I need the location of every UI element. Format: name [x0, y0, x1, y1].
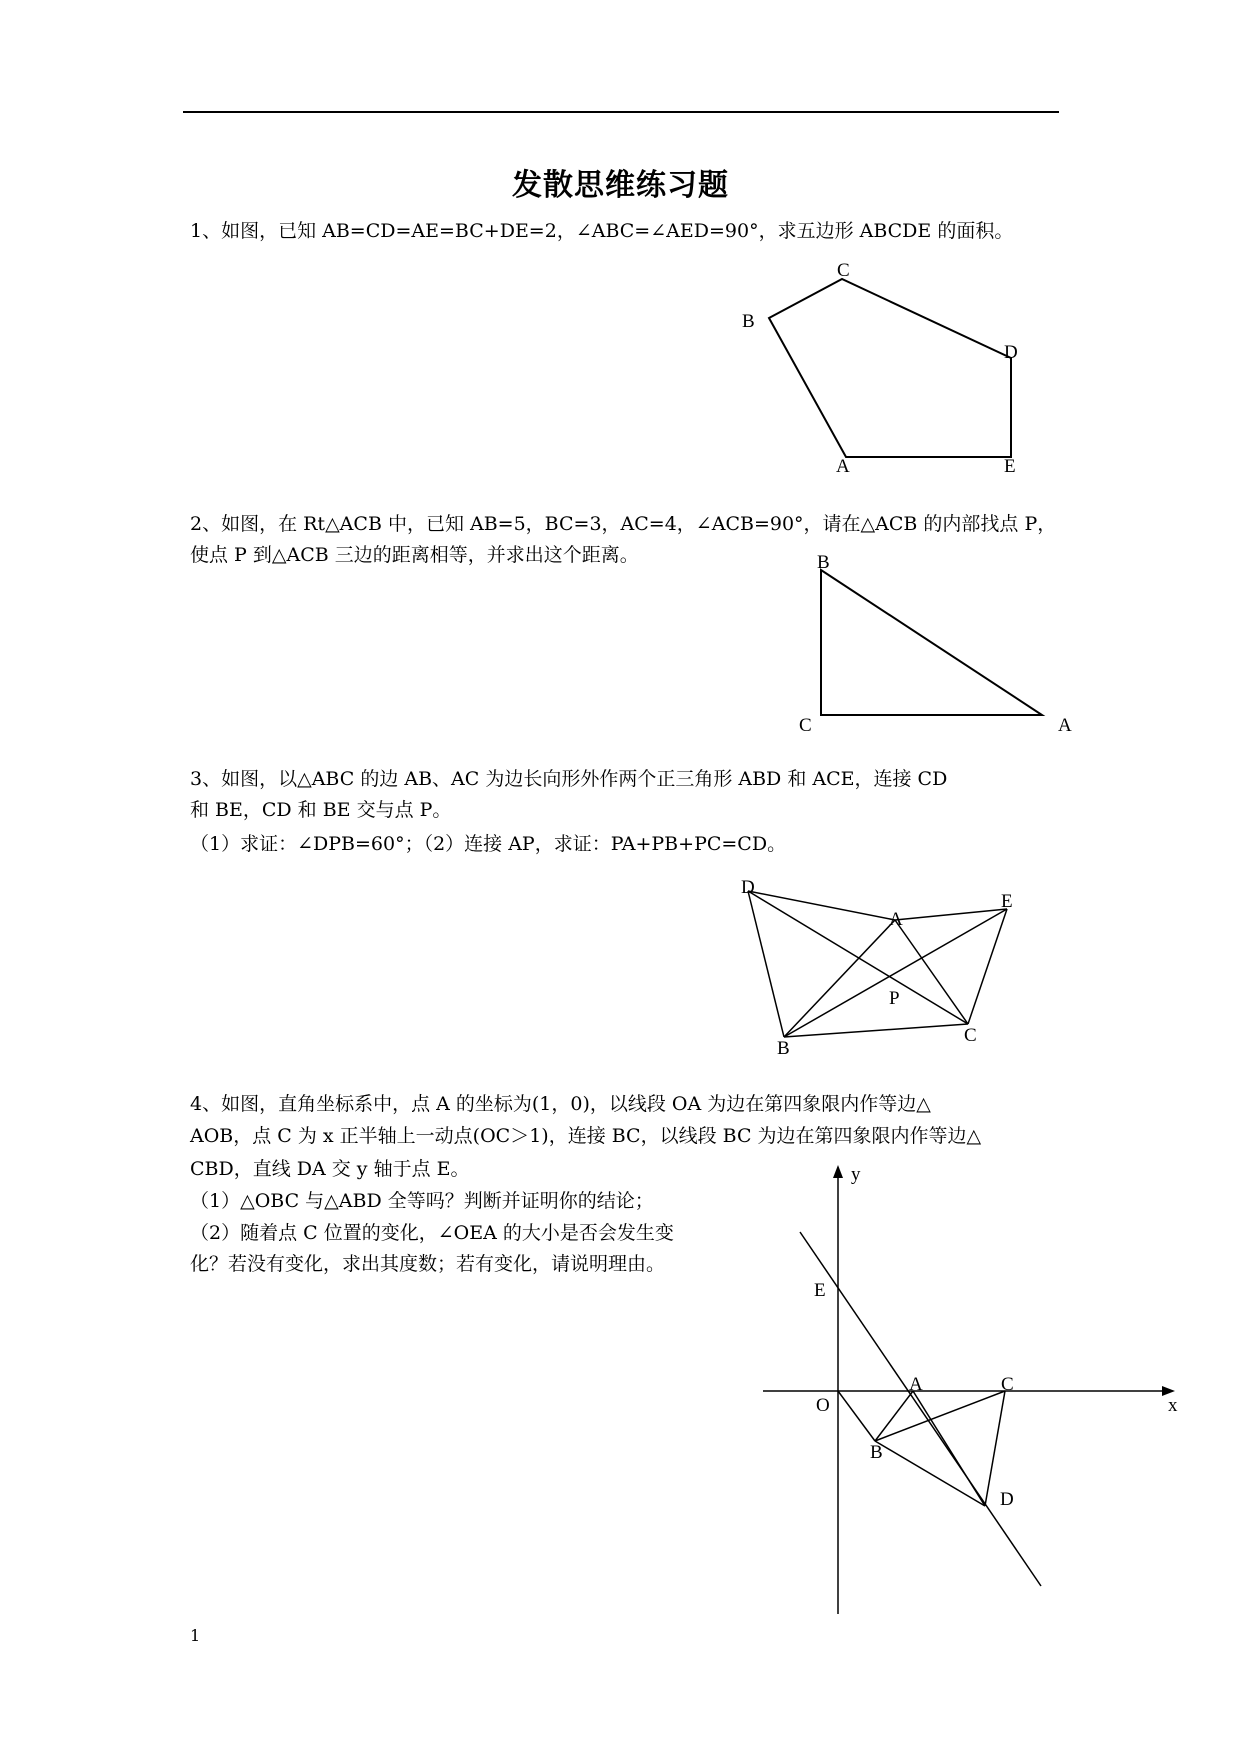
- problem-4-line-6: 化？若没有变化，求出其度数；若有变化，请说明理由。: [190, 1253, 666, 1275]
- document-title: 发散思维练习题: [512, 168, 729, 203]
- label-C: C: [837, 260, 850, 281]
- problem-4-line-5: （2）随着点 C 位置的变化，∠OEA 的大小是否会发生变: [190, 1222, 674, 1244]
- label-B: B: [777, 1038, 790, 1059]
- label-O: O: [816, 1395, 830, 1416]
- label-C: C: [1001, 1374, 1014, 1395]
- problem-4-line-2: AOB，点 C 为 x 正半轴上一动点(OC＞1)，连接 BC，以线段 BC 为边在第四象限内作等边△: [190, 1125, 982, 1147]
- page-number: 1: [190, 1626, 201, 1645]
- label-P: P: [889, 988, 900, 1009]
- label-A: A: [909, 1374, 923, 1395]
- label-E: E: [814, 1280, 826, 1301]
- label-E: E: [1001, 891, 1013, 912]
- label-B: B: [870, 1442, 883, 1463]
- problem-2-line-2: 使点 P 到△ACB 三边的距离相等，并求出这个距离。: [190, 544, 639, 566]
- label-D: D: [1000, 1489, 1014, 1510]
- problem-1-line-1: 1、如图，已知 AB=CD=AE=BC+DE=2，∠ABC=∠AED=90°，求五边形 ABCDE 的面积。: [190, 220, 1014, 242]
- label-D: D: [1004, 342, 1018, 363]
- label-y: y: [851, 1164, 861, 1185]
- problem-3-line-3: （1）求证：∠DPB=60°；（2）连接 AP，求证：PA+PB+PC=CD。: [190, 833, 787, 855]
- problem-4-line-3: CBD，直线 DA 交 y 轴于点 E。: [190, 1158, 470, 1180]
- label-x: x: [1168, 1395, 1178, 1416]
- problem-3-line-2: 和 BE，CD 和 BE 交与点 P。: [190, 799, 452, 821]
- label-A: A: [836, 456, 850, 477]
- problem-3-line-1: 3、如图，以△ABC 的边 AB、AC 为边长向形外作两个正三角形 ABD 和 ACE，连接 CD: [190, 768, 948, 790]
- problem-4-line-4: （1）△OBC 与△ABD 全等吗？判断并证明你的结论；: [190, 1190, 654, 1212]
- label-A: A: [1058, 715, 1072, 736]
- label-B: B: [742, 311, 755, 332]
- problem-2-line-1: 2、如图，在 Rt△ACB 中，已知 AB=5，BC=3，AC=4，∠ACB=90°，请在△ACB 的内部找点 P，: [190, 513, 1057, 535]
- label-C: C: [799, 715, 812, 736]
- label-A: A: [889, 909, 903, 930]
- label-D: D: [741, 877, 755, 898]
- label-E: E: [1004, 456, 1016, 477]
- label-C: C: [964, 1025, 977, 1046]
- label-B: B: [817, 552, 830, 573]
- problem-4-line-1: 4、如图，直角坐标系中，点 A 的坐标为(1，0)，以线段 OA 为边在第四象限内作等边△: [190, 1093, 931, 1115]
